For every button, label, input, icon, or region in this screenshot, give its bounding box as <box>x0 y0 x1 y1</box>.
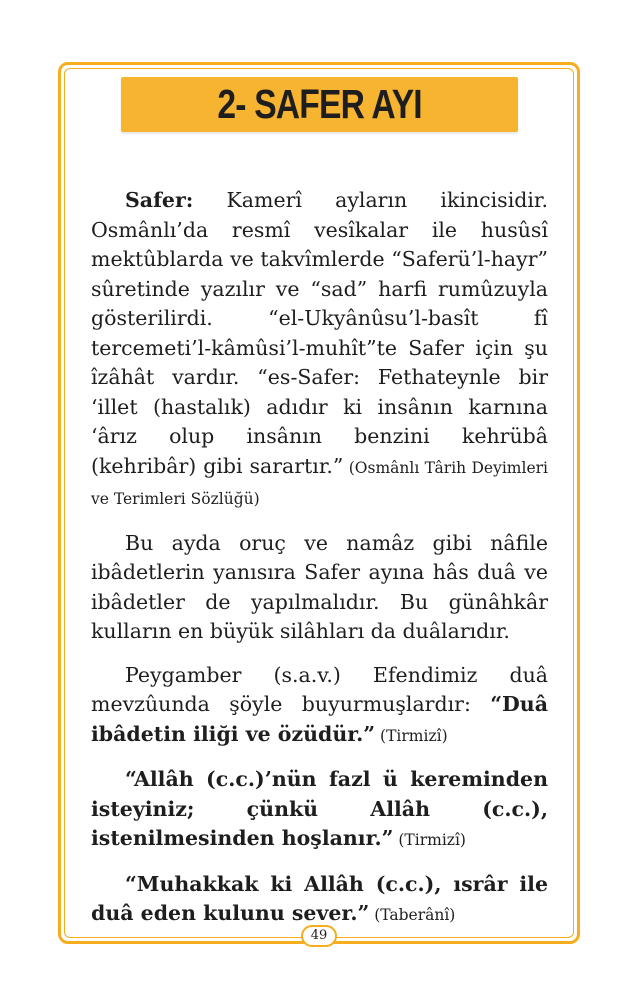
paragraph-text: Kamerî ayların ikincisidir. Osmânlı’da resmî vesîkalar ile husûsî mektûblarda ve takvîmlerde “Saferü’l-hayr” sûretinde yazılır ve “sad” harfi rumûzuyla gösterilirdi. “el-Ukyânûsu’l-basît fî tercemeti’l-kâmûsi’l-muhît”te Safer için şu îzâhât vardır. “es-Safer: Fethateynle bir ‘illet (hastalık) adıdır ki insânın karnına ‘ârız olup insânın benzini kehrübâ (kehribâr) gibi sarartır.” <box>91 188 548 478</box>
paragraph-worship <box>91 529 548 647</box>
source-citation: (Tirmizî) <box>393 831 466 849</box>
term-lead: Safer: <box>125 188 194 212</box>
paragraph-safer-definition <box>91 186 548 515</box>
hadith-quote: “Muhakkak ki Allâh (c.c.), ısrâr ile duâ eden kulunu sever.” <box>91 871 548 925</box>
paragraph-text: Peygamber (s.a.v.) Efendimiz duâ mevzûunda şöyle buyurmuşlardır: <box>91 662 548 716</box>
paragraph-hadith-3 <box>91 870 548 931</box>
source-citation: (Tirmizî) <box>375 726 448 745</box>
hadith-quote: “Allâh (c.c.)’nün fazl ü kereminden isteyiniz; çünkü Allâh (c.c.), istenilmesinden hoşlanır.” <box>91 767 548 850</box>
page-number: 49 <box>301 925 337 947</box>
source-citation: (Taberânî) <box>369 906 456 924</box>
page-title: 2- SAFER AYI <box>217 81 422 127</box>
paragraph-hadith-2 <box>91 765 548 856</box>
title-banner <box>121 77 518 132</box>
paragraph-text: Bu ayda oruç ve namâz gibi nâfile ibâdetlerin yanısıra Safer ayına hâs duâ ve ibâdetler de yapılmalıdır. Bu günâhkâr kulların en büyük silâhları da duâlarıdır. <box>91 530 548 643</box>
source-citation: (Osmânlı Târih Deyimleri ve Terimleri Sözlüğü) <box>91 458 548 508</box>
hadith-quote: “Duâ ibâdetin iliği ve özüdür.” <box>91 692 548 746</box>
paragraph-hadith-1 <box>91 661 548 752</box>
body-text <box>91 186 548 931</box>
